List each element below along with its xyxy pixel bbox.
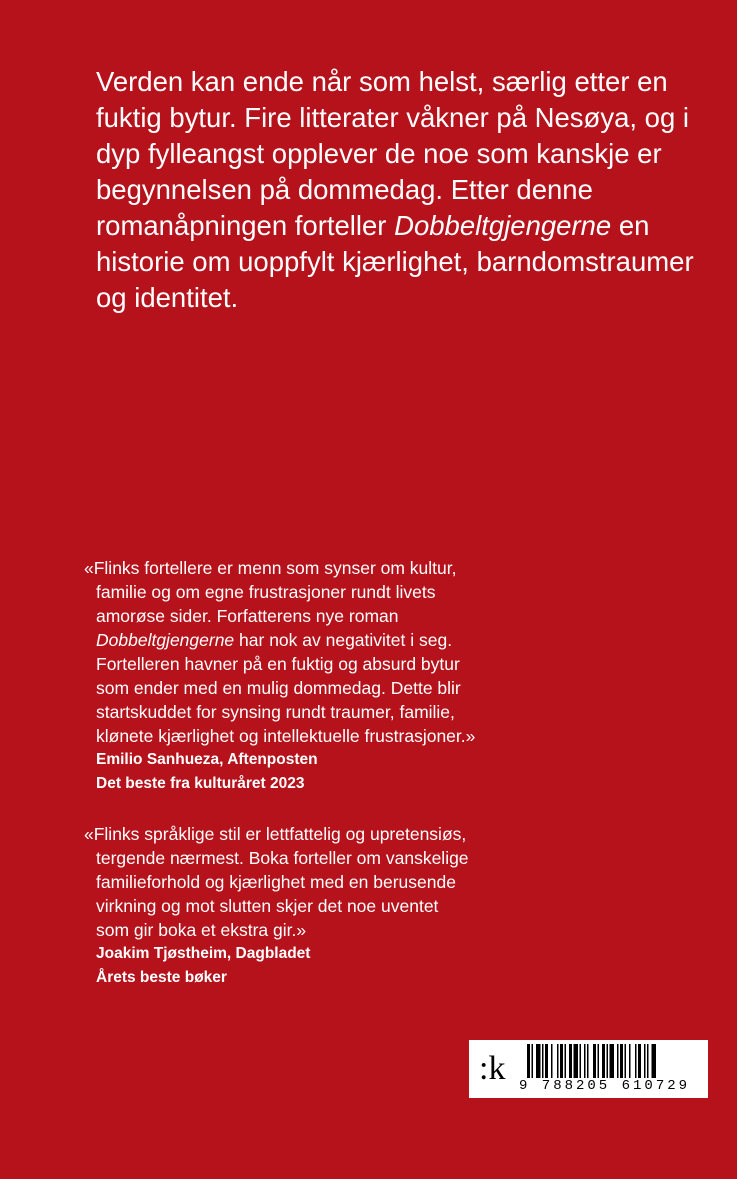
quote-line: Fortelleren havner på en fuktig og absurd bytur [96,654,460,674]
isbn-number: 9 788205 610729 [519,1078,691,1094]
quote-note: Årets beste bøker [96,969,227,986]
quote-line: som ender med en mulig dommedag. Dette blir [96,678,461,698]
review-quote-dagbladet [84,822,554,990]
blurb-book-title: Dobbeltgjengerne [394,210,612,241]
blurb-text-end: en historie om uoppfylt kjærlighet, barndomstraumer og identitet. [96,210,694,313]
quote-line: virkning og mot slutten skjer det noe uventet [96,896,439,916]
quote-line: familie og om egne frustrasjoner rundt livets [96,582,436,602]
quote-line: «Flinks språklige stil er lettfattelig og upretensiøs, [84,824,467,844]
quote-line: amorøse sider. Forfatterens nye roman [96,606,399,626]
quote-source: Joakim Tjøstheim, Dagbladet [96,945,311,962]
quote-line: som gir boka et ekstra gir.» [96,920,307,940]
quote-line: familieforhold og kjærlighet med en berusende [96,872,456,892]
quote-line: «Flinks fortellere er menn som synser om kultur, [84,558,457,578]
back-cover-blurb [96,64,716,316]
quote-line-rest: har nok av negativitet i seg. [234,630,453,650]
quote-line: startskuddet for synsing rundt traumer, familie, [96,702,455,722]
blurb-text-start: Verden kan ende når som helst, særlig etter en fuktig bytur. Fire litterater våkner på Nesøya, og i dyp fylleangst opplever de noe som kanskje er begynnelsen på dommedag. Etter denne romanåpningen forteller [96,66,690,241]
quote-line: klønete kjærlighet og intellektuelle frustrasjoner.» [96,726,476,746]
barcode-label [469,1040,708,1098]
review-quote-aftenposten [84,556,554,796]
quote-source: Emilio Sanhueza, Aftenposten [96,751,318,768]
quote-book-title: Dobbeltgjengerne [96,630,235,650]
quote-line: tergende nærmest. Boka forteller om vanskelige [96,848,469,868]
barcode-icon [527,1044,703,1078]
quote-note: Det beste fra kulturåret 2023 [96,775,305,792]
publisher-logo: :k [479,1050,506,1087]
quote-line [84,628,554,652]
